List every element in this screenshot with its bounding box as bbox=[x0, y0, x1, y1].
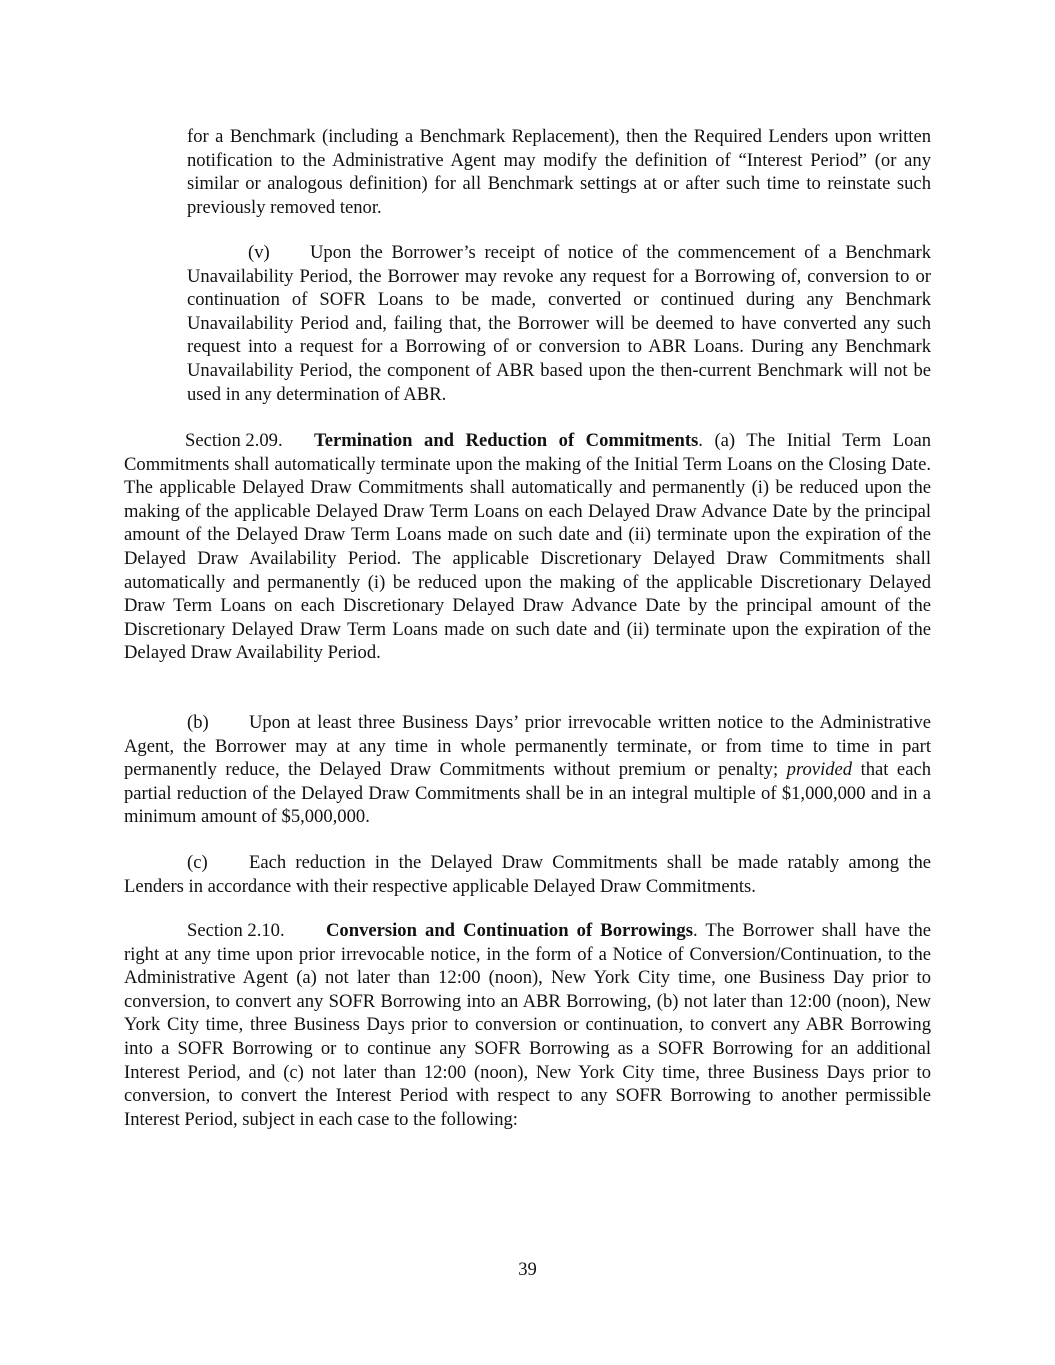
paragraph-text: Each reduction in the Delayed Draw Commitments shall be made ratably among the Lenders in accordance with their respective applicable Delayed Draw Commitments. bbox=[124, 852, 931, 897]
paragraph-v bbox=[187, 241, 931, 406]
paragraph-c bbox=[124, 851, 931, 898]
section-2-10 bbox=[124, 919, 931, 1131]
clause-label: (c) bbox=[187, 852, 208, 873]
paragraph-text: . The Borrower shall have the right at any time upon prior irrevocable notice, in the form of a Notice of Conversion/Continuation, to the Administrative Agent (a) not later than 12:00 (noon), New York City time, one Business Day prior to conversion, to convert any SOFR Borrowing into an ABR Borrowing, (b) not later than 12:00 (noon), New York City time, three Business Days prior to conversion or continuation, to convert any ABR Borrowing into a SOFR Borrowing or to continue any SOFR Borrowing as a SOFR Borrowing for an additional Interest Period, and (c) not later than 12:00 (noon), New York City time, three Business Days prior to conversion, to convert the Interest Period with respect to any SOFR Borrowing to another permissible Interest Period, subject in each case to the following: bbox=[124, 920, 931, 1130]
section-number: Section 2.09. bbox=[185, 430, 283, 451]
clause-label: (b) bbox=[187, 712, 209, 733]
clause-label: (v) bbox=[248, 242, 270, 263]
section-heading: Conversion and Continuation of Borrowings bbox=[326, 920, 693, 941]
paragraph-text: . (a) The Initial Term Loan Commitments shall automatically terminate upon the making of the Initial Term Loans on the Closing Date. The applicable Delayed Draw Commitments shall automatically and permanently (i) be reduced upon the making of the applicable Delayed Draw Term Loans on each Delayed Draw Advance Date by the principal amount of the Delayed Draw Term Loans made on such date and (ii) terminate upon the expiration of the Delayed Draw Availability Period. The applicable Discretionary Delayed Draw Commitments shall automatically and permanently (i) be reduced upon the making of the applicable Discretionary Delayed Draw Term Loans on each Discretionary Delayed Draw Advance Date by the principal amount of the Discretionary Delayed Draw Term Loans made on such date and (ii) terminate upon the expiration of the Delayed Draw Availability Period. bbox=[124, 430, 932, 664]
paragraph-b: (b) Upon at least three Business Days’ prior irrevocable written notice to the Administrative Agent, the Borrower may at any time in whole permanently terminate, or from time to time in part permanently reduce, the Delayed Draw Commitments without premium or penalty; provided that each partial reduction of the Delayed Draw Commitments shall be in an integral multiple of $1,000,000 and in a minimum amount of $5,000,000. bbox=[124, 712, 931, 828]
paragraph-text: Upon the Borrower’s receipt of notice of the commencement of a Benchmark Unavailability Period, the Borrower may revoke any request for a Borrowing of, conversion to or continuation of SOFR Loans to be made, converted or continued during any Benchmark Unavailability Period and, failing that, the Borrower will be deemed to have converted any such request into a request for a Borrowing of or conversion to ABR Loans. During any Benchmark Unavailability Period, the component of ABR based upon the then-current Benchmark will not be used in any determination of ABR. bbox=[187, 242, 931, 405]
paragraph-benchmark-tenor bbox=[187, 125, 931, 219]
section-heading: Termination and Reduction of Commitments bbox=[314, 430, 699, 451]
section-number: Section 2.10. bbox=[187, 920, 285, 941]
page-number: 39 bbox=[518, 1259, 537, 1280]
section-2-09 bbox=[124, 429, 931, 665]
italic-term: provided bbox=[786, 759, 853, 781]
paragraph-text: for a Benchmark (including a Benchmark Replacement), then the Required Lenders upon written notification to the Administrative Agent may modify the definition of “Interest Period” (or any similar or analogous definition) for all Benchmark settings at or after such time to reinstate such previously removed tenor. bbox=[187, 126, 931, 218]
